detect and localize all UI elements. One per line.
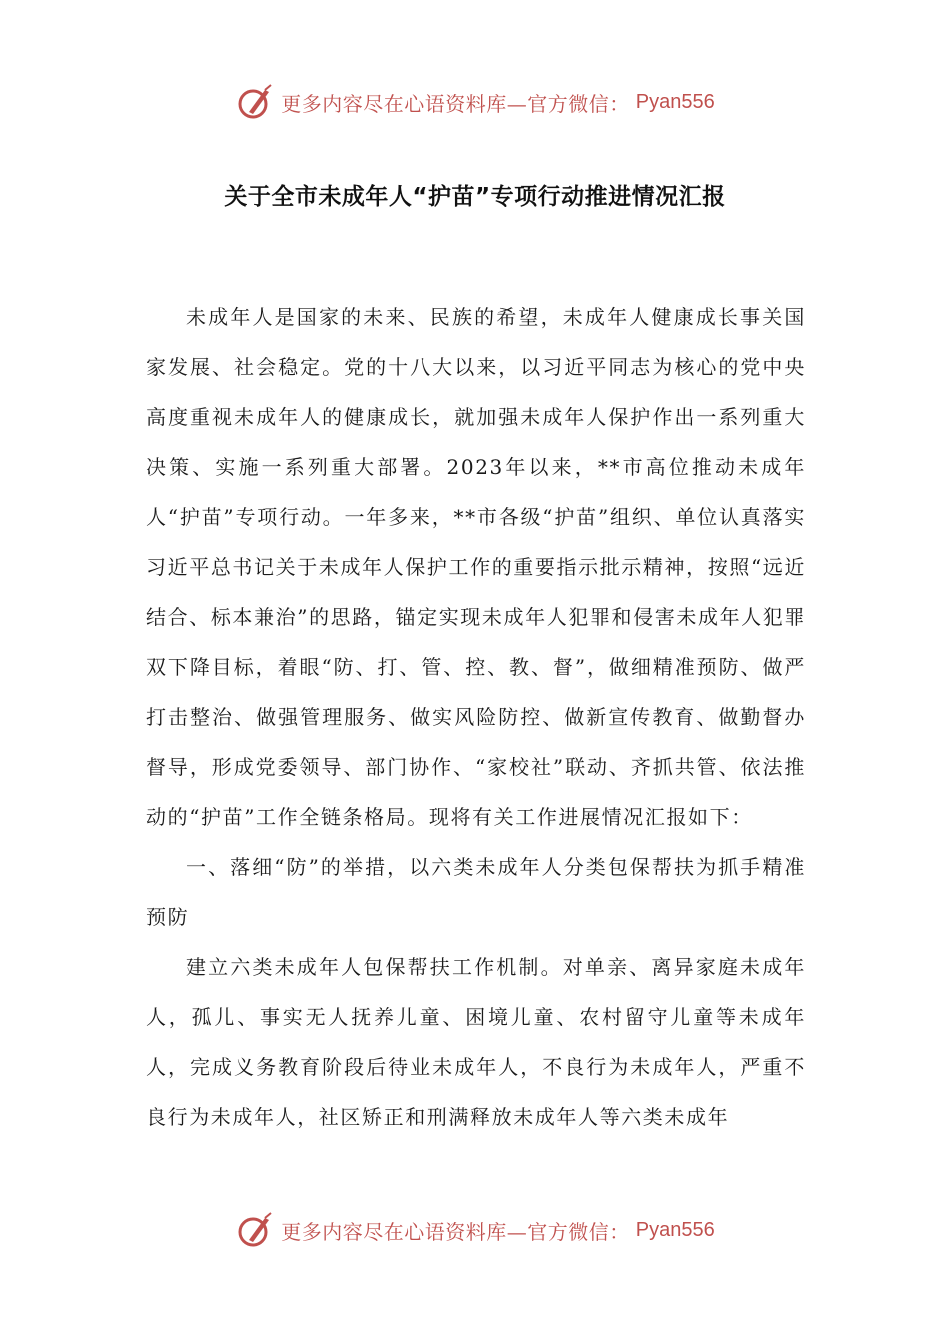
document-title: 关于全市未成年人“护苗”专项行动推进情况汇报 [224, 184, 726, 210]
paragraph-section-1: 建立六类未成年人包保帮扶工作机制。对单亲、离异家庭未成年人，孤儿、事实无人抚养儿童、困境儿童、农村留守儿童等未成年人，完成义务教育阶段后待业未成年人，不良行为未成年人，严重不良行为未成年人，社区矫正和刑满释放未成年人等六类未成年 [146, 955, 806, 1129]
banner-text: 更多内容尽在心语资料库—官方微信： [281, 91, 630, 116]
paragraph-intro: 未成年人是国家的未来、民族的希望，未成年人健康成长事关国家发展、社会稳定。党的十八大以来，以习近平同志为核心的党中央高度重视未成年人的健康成长，就加强未成年人保护作出一系列重大决策、实施一系列重大部署。2023年以来，**市高位推动未成年人“护苗”专项行动。一年多来，**市各级“护苗”组织、单位认真落实习近平总书记关于未成年人保护工作的重要指示批示精神，按照“远近结合、标本兼治”的思路，锚定实现未成年人犯罪和侵害未成年人犯罪双下降目标，着眼“防、打、管、控、教、督”，做细精准预防、做严打击整治、做强管理服务、做实风险防控、做新宣传教育、做勤督办督导，形成党委领导、部门协作、“家校社”联动、齐抓共管、依法推动的“护苗”工作全链条格局。现将有关工作进展情况汇报如下： [146, 305, 806, 829]
quill-logo-icon [235, 82, 275, 122]
banner-wechat-id: Pyan556 [635, 90, 715, 113]
banner-wechat-id: Pyan556 [635, 1218, 715, 1241]
footer-banner [0, 1208, 950, 1252]
header-banner [0, 80, 950, 124]
quill-logo-icon [235, 1210, 275, 1250]
section-heading-1: 一、落细“防”的举措，以六类未成年人分类包保帮扶为抓手精准预防 [146, 855, 806, 929]
document-body [146, 292, 806, 1142]
banner-text: 更多内容尽在心语资料库—官方微信： [281, 1219, 630, 1244]
